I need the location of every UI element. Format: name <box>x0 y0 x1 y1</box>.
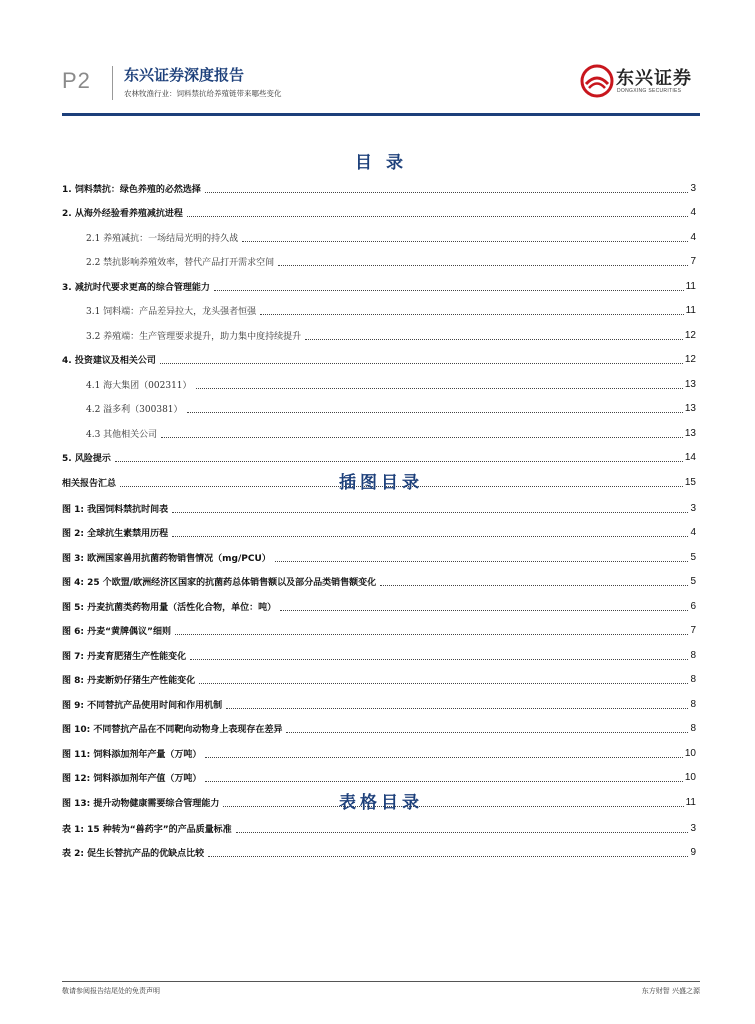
toc-entry[interactable]: 4.1 海大集团（002311） 13 <box>86 378 696 391</box>
figure-entry[interactable]: 图 6: 丹麦“黄牌偶议”细则 7 <box>62 625 696 638</box>
figures-heading: 插图目录 <box>339 473 423 493</box>
toc-entry[interactable]: 2. 从海外经验看养殖减抗进程 4 <box>62 207 696 220</box>
figure-entry[interactable]: 图 13: 提升动物健康需要综合管理能力 11 <box>62 796 696 809</box>
toc-entry[interactable]: 3.1 饲料端：产品差异拉大，龙头强者恒强 11 <box>86 305 696 318</box>
footer-slogan: 东方财智 兴盛之源 <box>641 987 700 995</box>
tables-heading: 表格目录 <box>339 793 423 813</box>
tables-list <box>62 816 696 865</box>
figure-entry[interactable]: 图 4: 25 个欧盟/欧洲经济区国家的抗菌药总体销售额以及部分品类销售额变化 5 <box>62 576 696 589</box>
report-title: 东兴证券深度报告 <box>124 66 245 84</box>
figure-entry[interactable]: 图 7: 丹麦育肥猪生产性能变化 8 <box>62 649 696 662</box>
table-entry[interactable]: 表 2: 促生长替抗产品的优缺点比较 9 <box>62 847 696 860</box>
toc-entry[interactable]: 4.3 其他相关公司 13 <box>86 427 696 440</box>
toc-entry[interactable]: 5. 风险提示 14 <box>62 452 696 465</box>
toc-entry[interactable]: 3.2 养殖端：生产管理要求提升，助力集中度持续提升 12 <box>86 329 696 342</box>
figure-entry[interactable]: 图 1: 我国饲料禁抗时间表 3 <box>62 502 696 515</box>
footer-rule <box>62 981 700 982</box>
page-header <box>62 62 700 114</box>
figure-entry[interactable]: 图 8: 丹麦断奶仔猪生产性能变化 8 <box>62 674 696 687</box>
company-logo <box>580 62 700 102</box>
figure-entry[interactable]: 图 9: 不同替抗产品使用时间和作用机制 8 <box>62 698 696 711</box>
toc-entry[interactable]: 相关报告汇总 15 <box>62 476 696 489</box>
toc-entry[interactable]: 4. 投资建议及相关公司 12 <box>62 354 696 367</box>
toc-entry[interactable]: 2.1 养殖减抗：一场结局光明的持久战 4 <box>86 231 696 244</box>
report-subtitle: 农林牧渔行业：饲料禁抗给养殖链带来哪些变化 <box>124 89 282 98</box>
page-number: P2 <box>62 68 91 93</box>
figures-list <box>62 496 696 815</box>
toc-entry[interactable]: 3. 减抗时代要求更高的综合管理能力 11 <box>62 280 696 293</box>
toc-heading: 目 录 <box>355 153 407 173</box>
toc-list <box>62 176 696 495</box>
figure-entry[interactable]: 图 5: 丹麦抗菌类药物用量（活性化合物，单位：吨） 6 <box>62 600 696 613</box>
figure-entry[interactable]: 图 3: 欧洲国家兽用抗菌药物销售情况（mg/PCU） 5 <box>62 551 696 564</box>
header-divider <box>112 66 113 100</box>
footer-disclaimer: 敬请参阅报告结尾处的免责声明 <box>62 987 160 995</box>
logo-text: 东兴证券 <box>616 68 692 89</box>
toc-entry[interactable]: 4.2 溢多利（300381） 13 <box>86 403 696 416</box>
figure-entry[interactable]: 图 11: 饲料添加剂年产量（万吨） 10 <box>62 747 696 760</box>
logo-emblem-icon <box>580 64 614 98</box>
toc-entry[interactable]: 1. 饲料禁抗：绿色养殖的必然选择 3 <box>62 182 696 195</box>
toc-entry[interactable]: 2.2 禁抗影响养殖效率，替代产品打开需求空间 7 <box>86 256 696 269</box>
table-entry[interactable]: 表 1: 15 种转为“兽药字”的产品质量标准 3 <box>62 822 696 835</box>
figure-entry[interactable]: 图 10: 不同替抗产品在不同靶向动物身上表现存在差异 8 <box>62 723 696 736</box>
figure-entry[interactable]: 图 12: 饲料添加剂年产值（万吨） 10 <box>62 772 696 785</box>
header-rule <box>62 113 700 116</box>
logo-english-text: DONGXING SECURITIES <box>617 88 682 94</box>
figure-entry[interactable]: 图 2: 全球抗生素禁用历程 4 <box>62 527 696 540</box>
